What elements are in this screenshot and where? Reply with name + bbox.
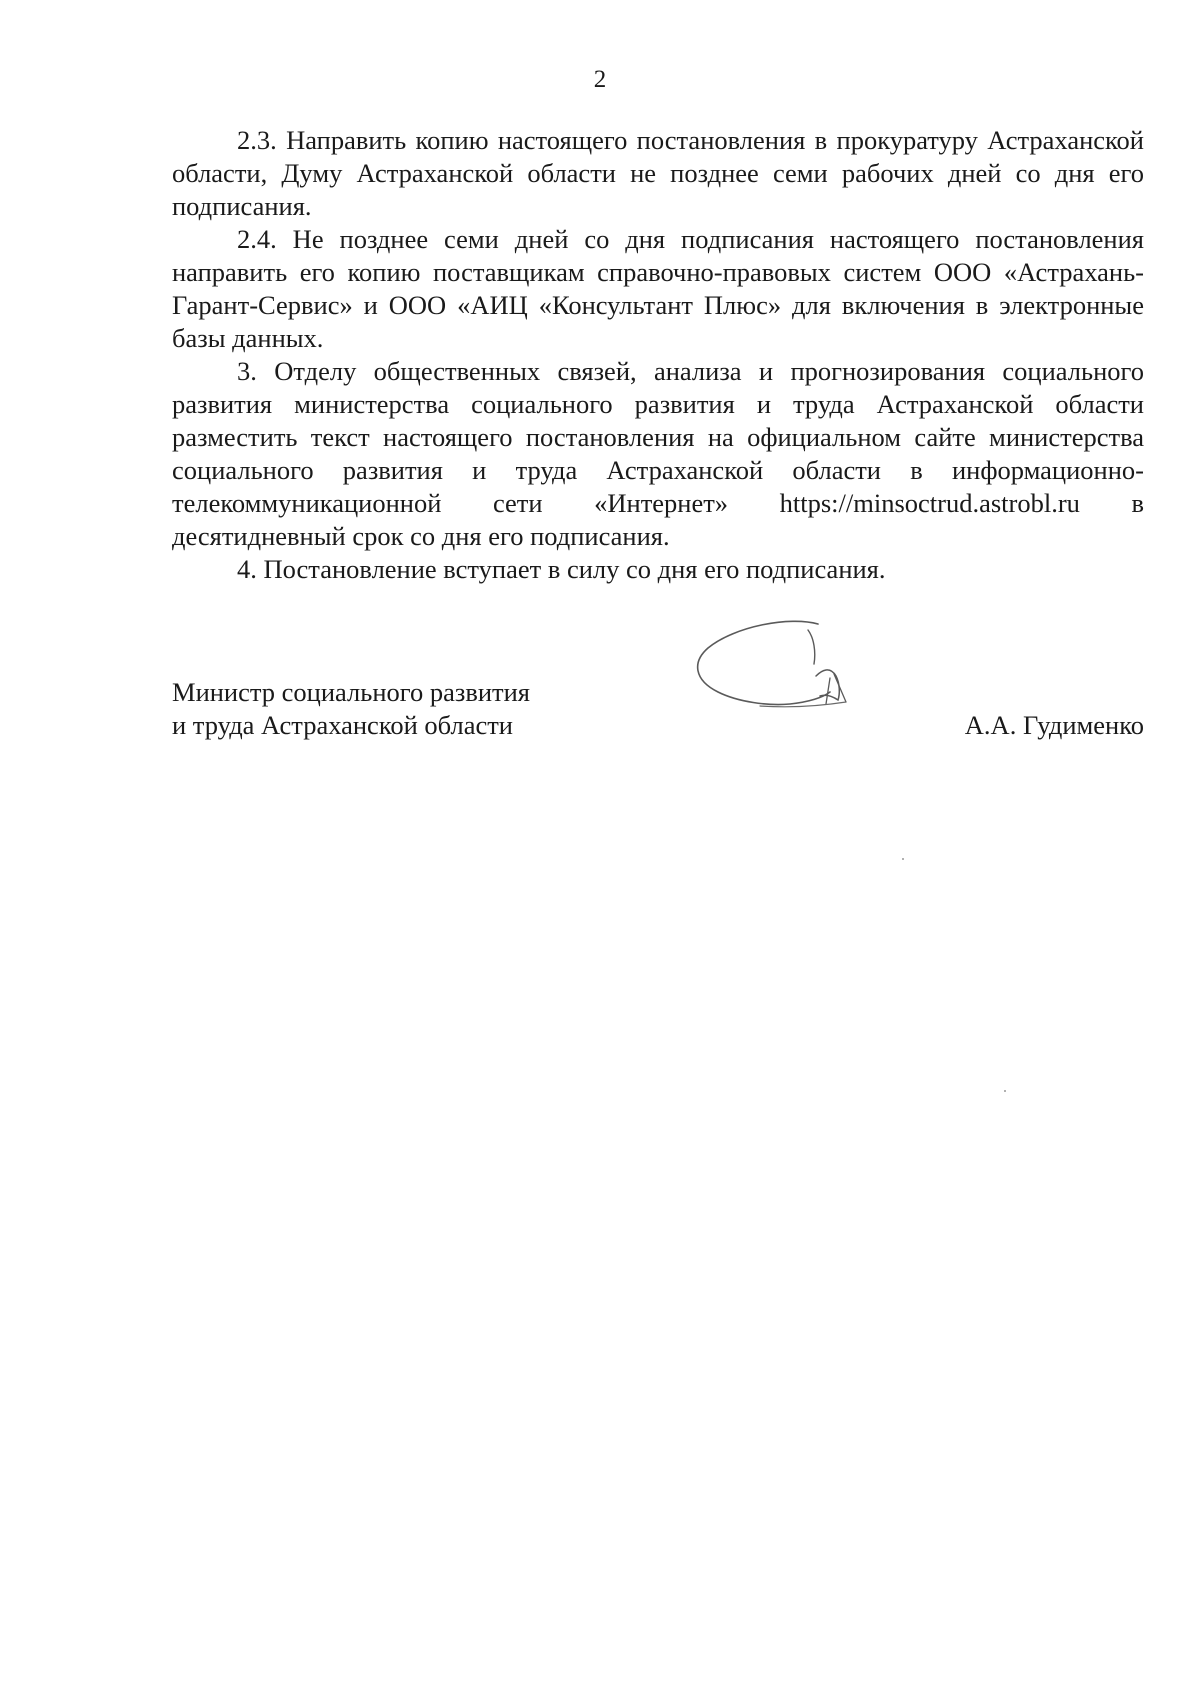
signature-block — [172, 676, 1144, 756]
document-body — [172, 124, 1144, 586]
scan-speck — [902, 858, 904, 860]
scan-speck — [1004, 1090, 1006, 1092]
signer-position-line-1: Министр социального развития — [172, 677, 530, 707]
handwritten-signature — [690, 618, 860, 733]
paragraph-4: 4. Постановление вступает в силу со дня его подписания. — [237, 554, 886, 584]
page-number: 2 — [593, 66, 607, 93]
paragraph-2-3: 2.3. Направить копию настоящего постановления в прокуратуру Астраханской области, Думу Астраханской области не позднее семи рабочих дней со дня его подписания. — [172, 125, 1144, 221]
paragraph-2-4: 2.4. Не позднее семи дней со дня подписания настоящего постановления направить его копию поставщикам справочно-правовых систем ООО «Астрахань-Гарант-Сервис» и ООО «АИЦ «Консультант Плюс» для включения в электронные базы данных. — [172, 224, 1144, 353]
signer-name: А.А. Гудименко — [964, 710, 1144, 740]
paragraph-3: 3. Отделу общественных связей, анализа и прогнозирования социального развития министерства социального развития и труда Астраханской области разместить текст настоящего постановления на официальном сайте министерства социального развития и труда Астраханской области в информационно-телекоммуникационной сети «Интернет» https://minsoctrud.astrobl.ru в десятидневный срок со дня его подписания. — [172, 356, 1144, 551]
signer-position — [172, 676, 530, 742]
signer-position-line-2: и труда Астраханской области — [172, 710, 513, 740]
